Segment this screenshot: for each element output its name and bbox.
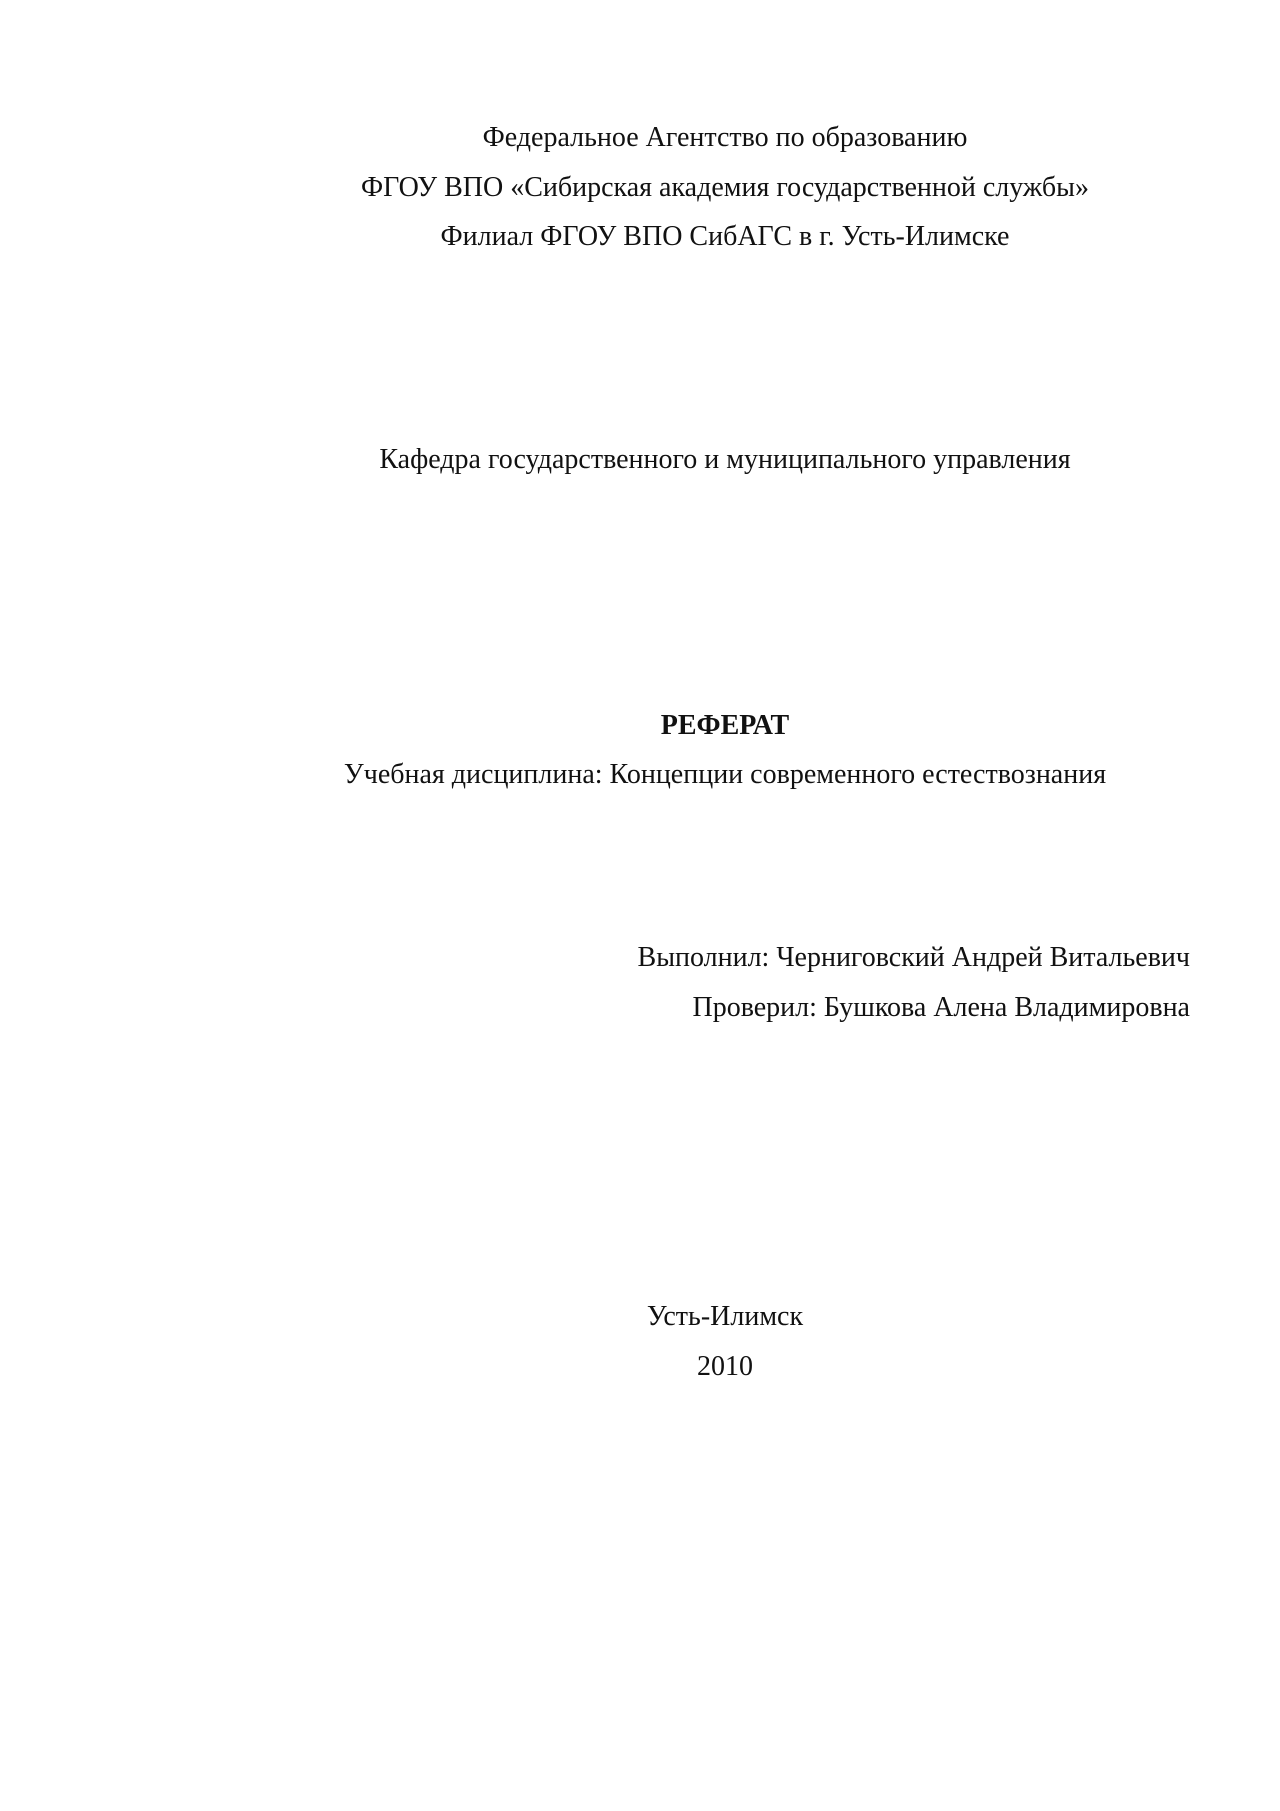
city-line: Усть-Илимск <box>646 1301 804 1332</box>
year-line: 2010 <box>697 1351 753 1382</box>
department-line: Кафедра государственного и муниципального управления <box>379 444 1071 475</box>
branch-line: Филиал ФГОУ ВПО СибАГС в г. Усть-Илимске <box>440 221 1010 252</box>
checked-by-line: Проверил: Бушкова Алена Владимировна <box>692 992 1190 1023</box>
discipline-line: Учебная дисциплина: Концепции современного естествознания <box>343 759 1107 790</box>
performed-by-line: Выполнил: Черниговский Андрей Витальевич <box>637 942 1190 973</box>
agency-line: Федеральное Агентство по образованию <box>482 122 968 153</box>
work-type-title: РЕФЕРАТ <box>660 710 790 741</box>
academy-line: ФГОУ ВПО «Сибирская академия государственной службы» <box>361 172 1089 203</box>
